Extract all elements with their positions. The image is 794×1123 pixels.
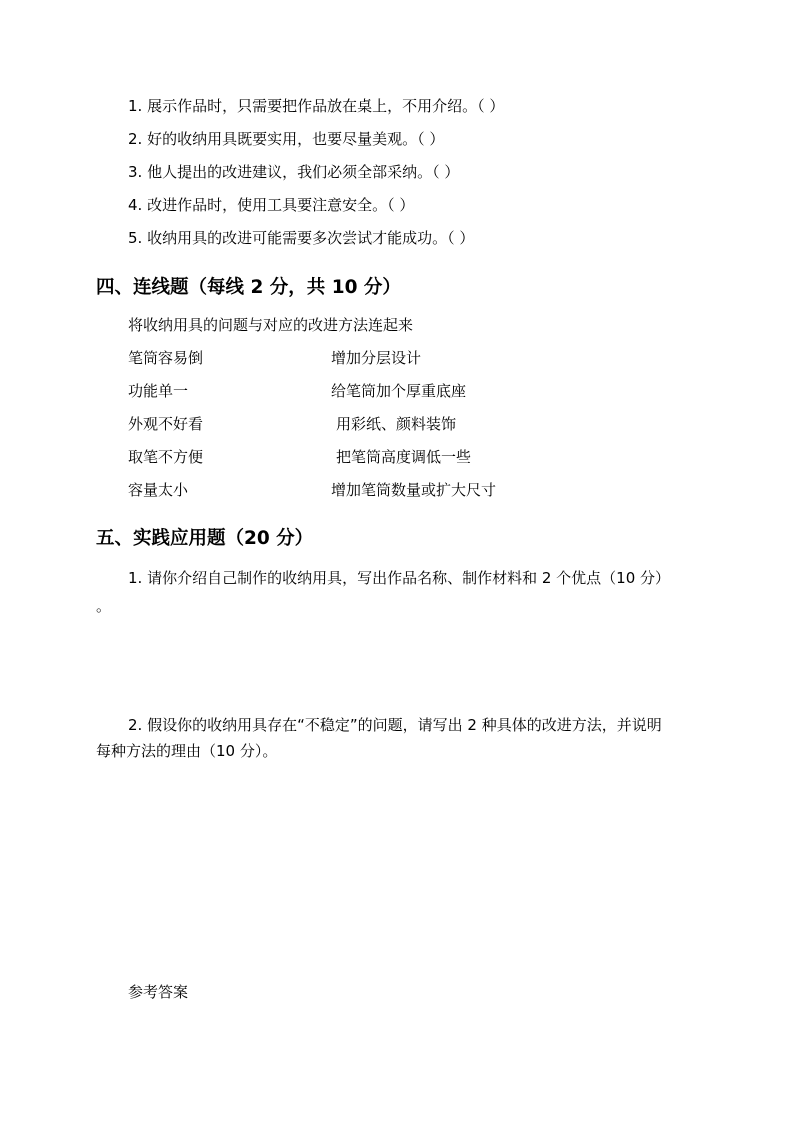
matching-problem: 容量太小: [128, 481, 189, 499]
practice-question-2: 2. 假设你的收纳用具存在“不稳定”的问题，请写出 2 种具体的改进方法，并说明: [128, 716, 662, 734]
matching-problem: 笔筒容易倒: [128, 349, 204, 367]
matching-solution: 增加笔筒数量或扩大尺寸: [331, 481, 497, 499]
reference-answers-title: 参考答案: [128, 983, 189, 1001]
matching-instruction: 将收纳用具的问题与对应的改进方法连起来: [128, 316, 414, 334]
matching-solution: 增加分层设计: [331, 349, 422, 367]
judgement-item-1: 1. 展示作品时，只需要把作品放在桌上，不用介绍。（ ）: [128, 97, 505, 115]
practice-question-2-continued: 每种方法的理由（10 分）。: [96, 742, 278, 760]
matching-problem: 功能单一: [128, 382, 189, 400]
matching-solution: 把笔筒高度调低一些: [336, 448, 472, 466]
matching-solution: 给笔筒加个厚重底座: [331, 382, 467, 400]
matching-problem: 外观不好看: [128, 415, 204, 433]
practice-question-1-continued: 。: [96, 597, 112, 615]
matching-solution: 用彩纸、颜料装饰: [336, 415, 457, 433]
section-5-heading: 五、实践应用题（20 分）: [96, 528, 314, 549]
practice-question-1: 1. 请你介绍自己制作的收纳用具，写出作品名称、制作材料和 2 个优点（10 分）: [128, 569, 671, 587]
judgement-item-3: 3. 他人提出的改进建议，我们必须全部采纳。（ ）: [128, 163, 460, 181]
judgement-item-4: 4. 改进作品时，使用工具要注意安全。（ ）: [128, 196, 415, 214]
judgement-item-5: 5. 收纳用具的改进可能需要多次尝试才能成功。（ ）: [128, 229, 475, 247]
judgement-item-2: 2. 好的收纳用具既要实用，也要尽量美观。（ ）: [128, 130, 445, 148]
matching-problem: 取笔不方便: [128, 448, 204, 466]
section-4-heading: 四、连线题（每线 2 分，共 10 分）: [96, 277, 401, 298]
